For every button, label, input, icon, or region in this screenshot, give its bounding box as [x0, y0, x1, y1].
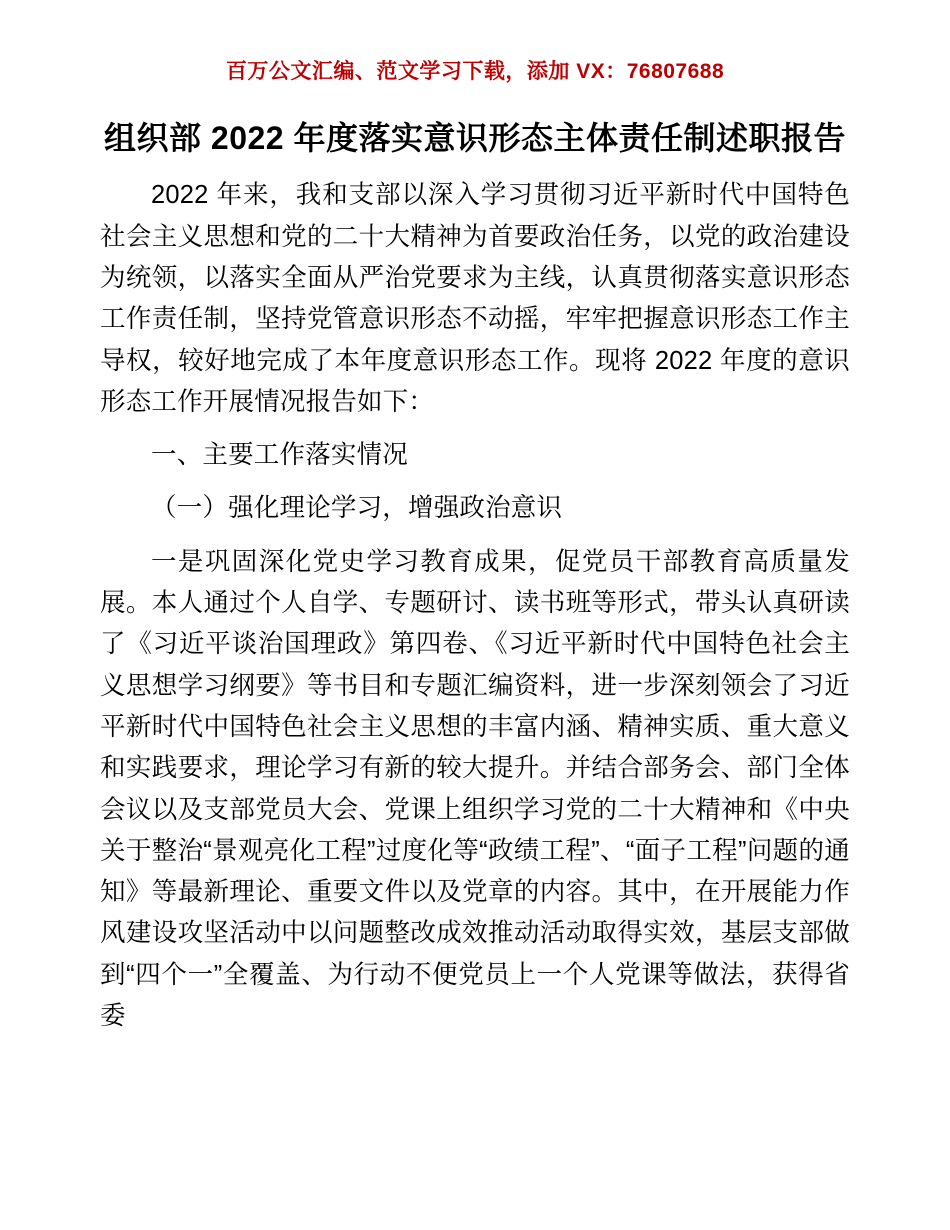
watermark-banner: 百万公文汇编、范文学习下载，添加 VX：76807688 [225, 60, 725, 83]
subsection-heading-one-one: （一）强化理论学习，增强政治意识 [151, 494, 563, 523]
section-heading-one: 一、主要工作落实情况 [151, 441, 409, 470]
page-title: 组织部 2022 年度落实意识形态主体责任制述职报告 [104, 120, 846, 156]
paragraph-intro: 2022 年来，我和支部以深入学习贯彻习近平新时代中国特色社会主义思想和党的二十大精神为首要政治任务，以党的政治建设为统领，以落实全面从严治党要求为主线，认真贯彻落实意识形态工作责任制，坚持党管意识形态不动摇，牢牢把握意识形态工作主导权，较好地完成了本年度意识形态工作。现将 2022 年度的意识形态工作开展情况报告如下： [100, 181, 850, 416]
paragraph-body-one-one: 一是巩固深化党史学习教育成果，促党员干部教育高质量发展。本人通过个人自学、专题研讨、读书班等形式，带头认真研读了《习近平谈治国理政》第四卷、《习近平新时代中国特色社会主义思想学习纲要》等书目和专题汇编资料，进一步深刻领会了习近平新时代中国特色社会主义思想的丰富内涵、精神实质、重大意义和实践要求，理论学习有新的较大提升。并结合部务会、部门全体会议以及支部党员大会、党课上组织学习党的二十大精神和《中央关于整治“景观亮化工程”过度化等“政绩工程”、“面子工程”问题的通知》等最新理论、重要文件以及党章的内容。其中，在开展能力作风建设攻坚活动中以问题整改成效推动活动取得实效，基层支部做到“四个一”全覆盖、为行动不便党员上一个人党课等做法，获得省委 [100, 547, 850, 1031]
